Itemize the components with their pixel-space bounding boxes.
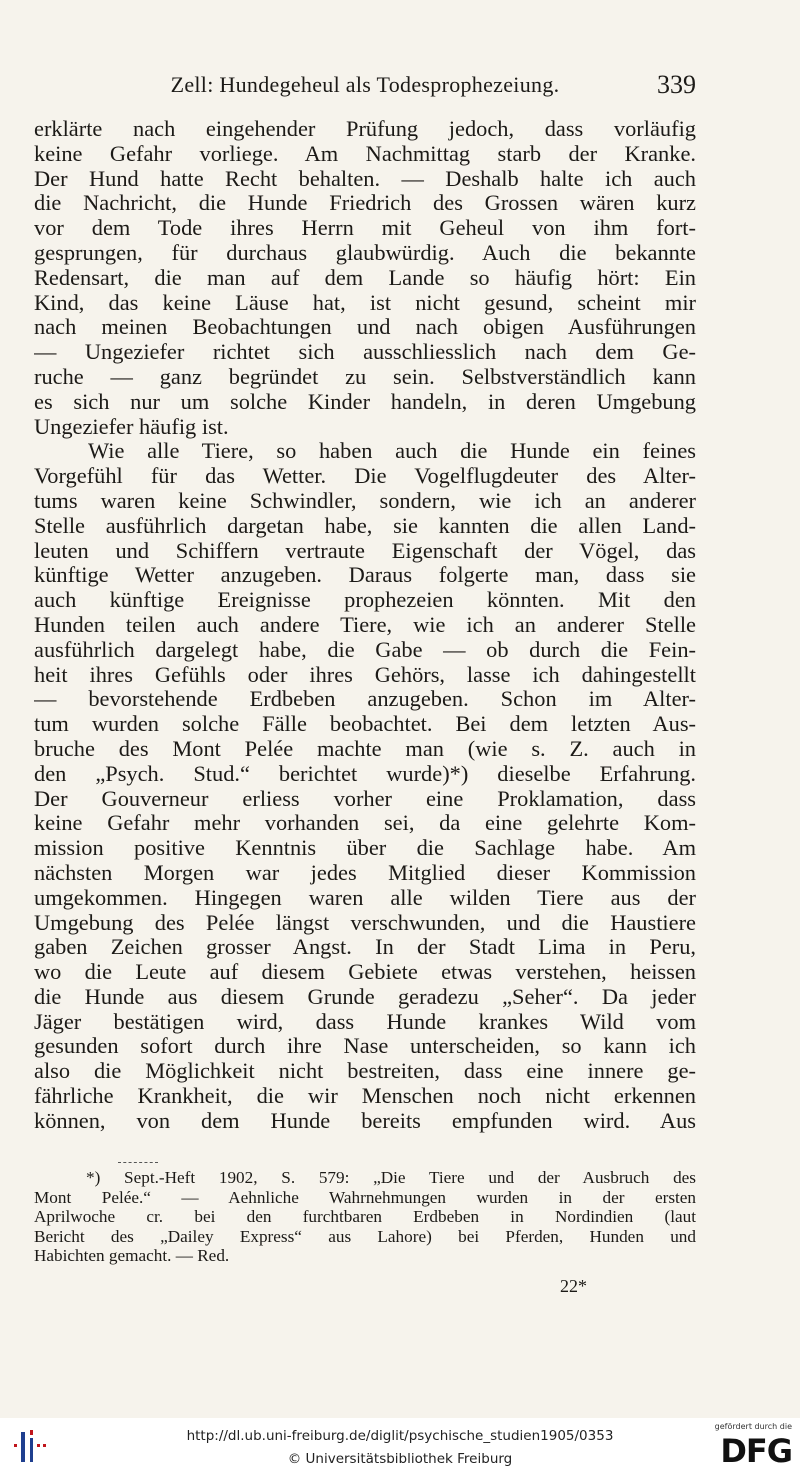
body-line: können, von dem Hunde bereits empfunden wird. Aus: [34, 1108, 696, 1133]
body-line: — bevorstehende Erdbeben anzugeben. Schon im Alter-: [34, 687, 696, 712]
dfg-caption: gefördert durch die: [714, 1422, 792, 1431]
body-line: also die Möglichkeit nicht bestreiten, dass eine innere ge-: [34, 1059, 696, 1084]
body-line: den „Psych. Stud.“ berichtet wurde)*) dieselbe Erfahrung.: [34, 761, 696, 786]
body-line: Kind, das keine Läuse hat, ist nicht gesund, scheint mir: [34, 290, 696, 315]
page-number: 339: [657, 70, 696, 99]
dfg-logo-icon: DFG: [720, 1432, 792, 1470]
body-line: Der Gouverneur erliess vorher eine Proklamation, dass: [34, 786, 696, 811]
body-line: Stelle ausführlich dargetan habe, sie kannten die allen Land-: [34, 513, 696, 538]
running-head: [34, 70, 696, 100]
body-line: gaben Zeichen grosser Angst. In der Stadt Lima in Peru,: [34, 935, 696, 960]
body-line: gesunden sofort durch ihre Nase unterscheiden, so kann ich: [34, 1034, 696, 1059]
body-line: fährliche Krankheit, die wir Menschen noch nicht erkennen: [34, 1084, 696, 1109]
body-line: tum wurden solche Fälle beobachtet. Bei dem letzten Aus-: [34, 712, 696, 737]
body-line: wo die Leute auf diesem Gebiete etwas verstehen, heissen: [34, 960, 696, 985]
body-line: ruche — ganz begründet zu sein. Selbstverständlich kann: [34, 364, 696, 389]
footnote-separator: [118, 1162, 158, 1163]
body-line: nach meinen Beobachtungen und nach obigen Ausführungen: [34, 315, 696, 340]
body-line: Wie alle Tiere, so haben auch die Hunde ein feines: [88, 439, 696, 464]
body-line: bruche des Mont Pelée machte man (wie s. Z. auch in: [34, 736, 696, 761]
body-line: Hunden teilen auch andere Tiere, wie ich an anderer Stelle: [34, 612, 696, 637]
body-line: keine Gefahr vorliege. Am Nachmittag starb der Kranke.: [34, 141, 696, 166]
signature-mark: 22*: [560, 1276, 587, 1296]
body-line: mission positive Kenntnis über die Sachlage habe. Am: [34, 836, 696, 861]
copyright-notice: © Universitätsbibliothek Freiburg: [287, 1451, 513, 1467]
body-line: erklärte nach eingehender Prüfung jedoch, dass vorläufig: [34, 117, 696, 141]
footnote-line: Bericht des „Dailey Express“ aus Lahore) bei Pferden, Hunden und: [34, 1226, 696, 1246]
footnote-line: Mont Pelée.“ — Aehnliche Wahrnehmungen wurden in der ersten: [34, 1187, 696, 1207]
body-line: Der Hund hatte Recht behalten. — Deshalb halte ich auch: [34, 166, 696, 191]
body-line: Jäger bestätigen wird, dass Hunde krankes Wild vom: [34, 1009, 696, 1034]
footnote-line: Aprilwoche cr. bei den furchtbaren Erdbeben in Nordindien (laut: [34, 1207, 696, 1227]
body-line: Vorgefühl für das Wetter. Die Vogelflugdeuter des Alter-: [34, 464, 696, 489]
body-line: vor dem Tode ihres Herrn mit Geheul von ihm fort-: [34, 216, 696, 241]
body-line: gesprungen, für durchaus glaubwürdig. Auch die bekannte: [34, 240, 696, 265]
body-line: — Ungeziefer richtet sich ausschliesslich nach dem Ge-: [34, 340, 696, 365]
running-title: Zell: Hundegeheul als Todesprophezeiung.: [170, 72, 560, 97]
body-text: [34, 117, 696, 1134]
footnote: [34, 1168, 696, 1266]
body-line: tums waren keine Schwindler, sondern, wie ich an anderer: [34, 488, 696, 513]
body-line: die Nachricht, die Hunde Friedrich des Grossen wären kurz: [34, 191, 696, 216]
body-line: keine Gefahr mehr vorhanden sei, da eine gelehrte Kom-: [34, 811, 696, 836]
body-line: auch künftige Ereignisse prophezeien könnten. Mit den: [34, 588, 696, 613]
dfg-funding-logo[interactable]: [708, 1422, 792, 1470]
permalink-url[interactable]: http://dl.ub.uni-freiburg.de/diglit/psychische_studien1905/0353: [186, 1428, 614, 1444]
body-line: künftige Wetter anzugeben. Daraus folgerte man, dass sie: [34, 563, 696, 588]
body-line: die Hunde aus diesem Grunde geradezu „Seher“. Da jeder: [34, 984, 696, 1009]
body-line: es sich nur um solche Kinder handeln, in deren Umgebung: [34, 389, 696, 414]
body-line: nächsten Morgen war jedes Mitglied dieser Kommission: [34, 860, 696, 885]
body-line: Umgebung des Pelée längst verschwunden, und die Haustiere: [34, 910, 696, 935]
body-line: umgekommen. Hingegen waren alle wilden Tiere aus der: [34, 885, 696, 910]
body-line: leuten und Schiffern vertraute Eigenschaft der Vögel, das: [34, 538, 696, 563]
body-line: Ungeziefer häufig ist.: [34, 414, 229, 439]
footnote-line: Habichten gemacht. — Red.: [34, 1246, 230, 1266]
body-line: ausführlich dargelegt habe, die Gabe — ob durch die Fein-: [34, 637, 696, 662]
body-line: heit ihres Gefühls oder ihres Gehörs, lasse ich dahingestellt: [34, 662, 696, 687]
viewer-footer: [0, 1418, 800, 1472]
body-line: Redensart, die man auf dem Lande so häufig hört: Ein: [34, 265, 696, 290]
footnote-line: *) Sept.-Heft 1902, S. 579: „Die Tiere und der Ausbruch des: [86, 1168, 696, 1187]
